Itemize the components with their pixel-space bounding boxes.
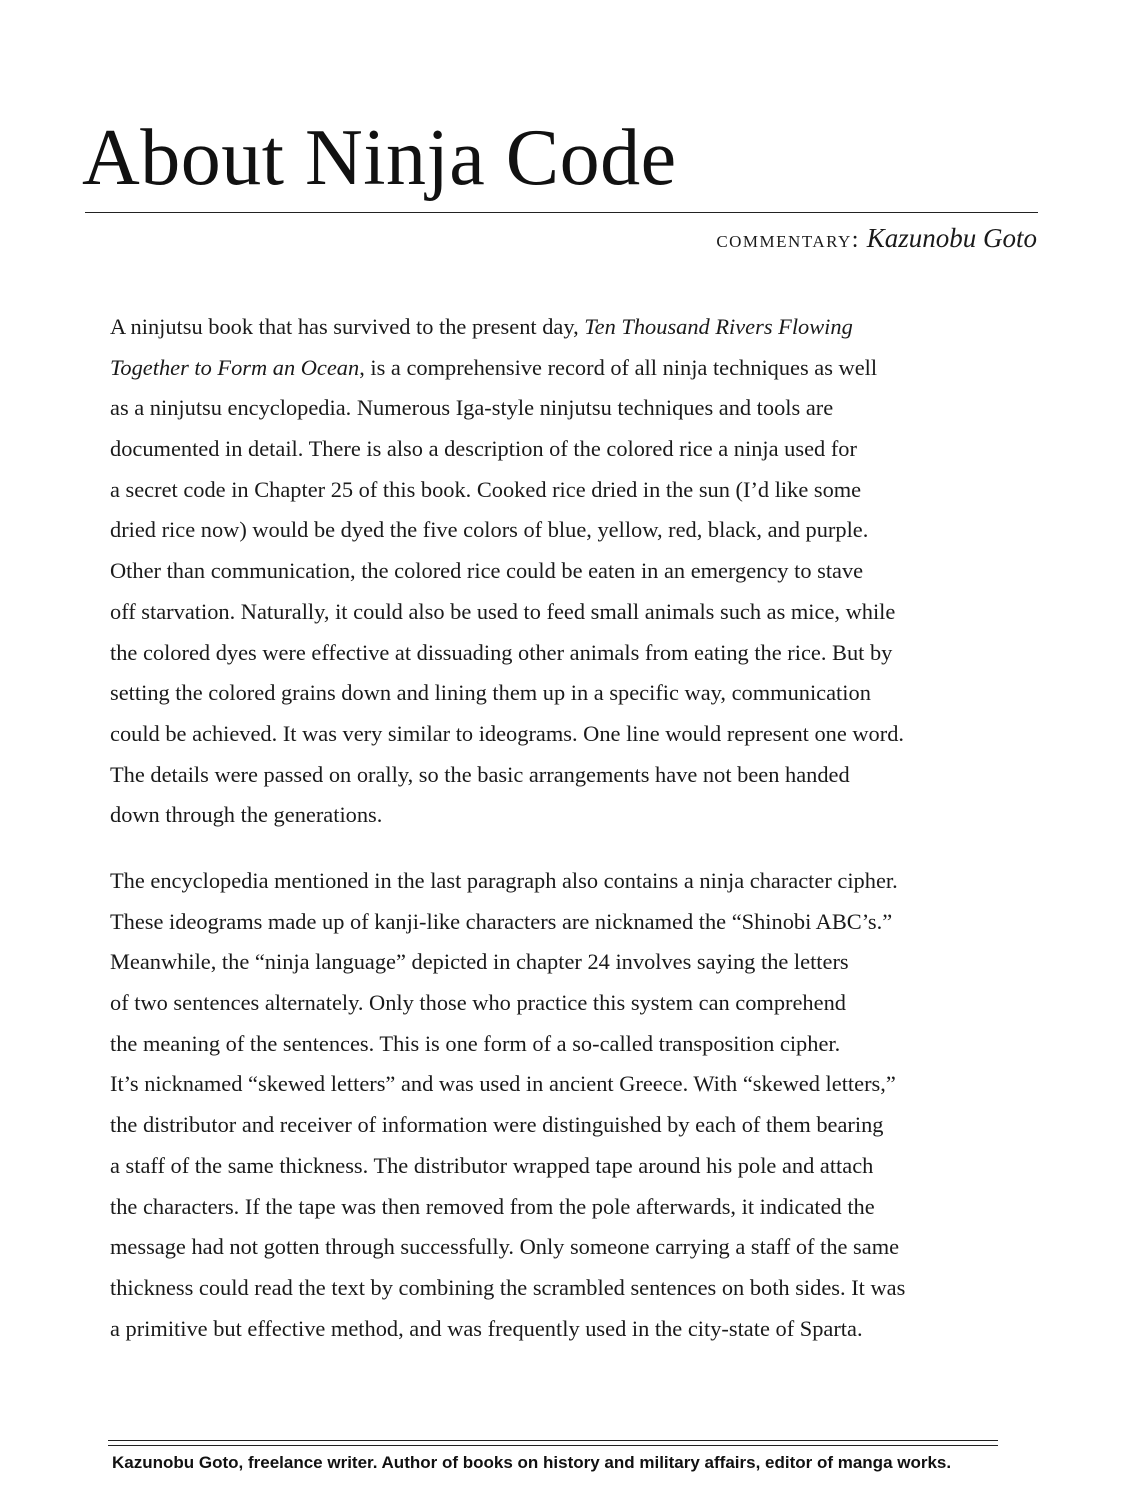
- text-segment: The encyclopedia mentioned in the last paragraph also contains a ninja character cipher.: [110, 868, 898, 893]
- text-segment: down through the generations.: [110, 802, 383, 828]
- text-segment: of two sentences alternately. Only those who practice this system can comprehend: [110, 990, 846, 1016]
- text-segment: A ninjutsu book that has survived to the present day,: [110, 314, 585, 339]
- paragraph-1: [110, 307, 1060, 836]
- text-line: [110, 1227, 1060, 1268]
- text-segment: a staff of the same thickness. The distributor wrapped tape around his pole and attach: [110, 1152, 874, 1178]
- text-line: [110, 551, 1060, 592]
- text-line: [110, 861, 1060, 902]
- title-divider: [85, 212, 1038, 213]
- text-segment: setting the colored grains down and lining them up in a specific way, communication: [110, 680, 871, 706]
- text-line: [110, 592, 1060, 633]
- text-segment: the distributor and receiver of information were distinguished by each of them bearing: [110, 1112, 884, 1138]
- text-segment: The details were passed on orally, so the basic arrangements have not been handed: [110, 761, 850, 787]
- italic-book-title: Ten Thousand Rivers Flowing: [584, 314, 853, 339]
- text-line: [110, 388, 1060, 429]
- footer-divider-top: [108, 1440, 998, 1441]
- footer-divider-bottom: [108, 1445, 998, 1446]
- text-segment: the colored dyes were effective at dissuading other animals from eating the rice. But by: [110, 639, 893, 665]
- byline-label: commentary:: [716, 227, 860, 253]
- text-line: [110, 510, 1060, 551]
- text-line: [110, 1268, 1060, 1309]
- paragraph-2: [110, 861, 1060, 1349]
- text-line: [110, 348, 1060, 389]
- italic-book-title: Together to Form an Ocean: [110, 354, 360, 380]
- text-segment: , is a comprehensive record of all ninja techniques as well: [359, 354, 878, 380]
- text-line: [110, 755, 1060, 796]
- text-line: [110, 983, 1060, 1024]
- text-line: [110, 902, 1060, 943]
- text-segment: message had not gotten through successfully. Only someone carrying a staff of the same: [110, 1234, 900, 1260]
- text-line: [110, 1024, 1060, 1065]
- text-segment: the meaning of the sentences. This is one form of a so-called transposition cipher.: [110, 1030, 841, 1056]
- text-line: [110, 673, 1060, 714]
- text-line: [110, 1146, 1060, 1187]
- text-line: [110, 429, 1060, 470]
- page-title: About Ninja Code: [82, 114, 677, 202]
- text-line: [110, 1309, 1060, 1350]
- text-segment: Other than communication, the colored rice could be eaten in an emergency to stave: [110, 558, 864, 584]
- text-line: [110, 714, 1060, 755]
- text-line: [110, 795, 1060, 836]
- text-line: [110, 470, 1060, 511]
- text-line: [110, 1187, 1060, 1228]
- text-segment: as a ninjutsu encyclopedia. Numerous Iga-style ninjutsu techniques and tools are: [110, 395, 834, 421]
- text-segment: These ideograms made up of kanji-like characters are nicknamed the “Shinobi ABC’s.”: [110, 908, 893, 934]
- text-line: [110, 1105, 1060, 1146]
- text-segment: off starvation. Naturally, it could also be used to feed small animals such as mice, while: [110, 598, 896, 624]
- text-segment: It’s nicknamed “skewed letters” and was used in ancient Greece. With “skewed letters,”: [110, 1071, 896, 1097]
- byline-author: Kazunobu Goto: [866, 223, 1037, 253]
- text-segment: a primitive but effective method, and was frequently used in the city-state of Sparta.: [110, 1315, 863, 1341]
- text-segment: a secret code in Chapter 25 of this book. Cooked rice dried in the sun (I’d like some: [110, 476, 862, 502]
- text-line: [110, 942, 1060, 983]
- text-segment: Meanwhile, the “ninja language” depicted in chapter 24 involves saying the letters: [110, 949, 849, 975]
- byline: [716, 222, 1037, 256]
- text-segment: documented in detail. There is also a description of the colored rice a ninja used for: [110, 436, 857, 462]
- text-line: [110, 307, 1060, 348]
- author-bio-footnote: Kazunobu Goto, freelance writer. Author of books on history and military affairs, editor of manga works.: [112, 1453, 952, 1472]
- text-segment: the characters. If the tape was then removed from the pole afterwards, it indicated the: [110, 1193, 875, 1219]
- text-segment: thickness could read the text by combining the scrambled sentences on both sides. It was: [110, 1274, 906, 1300]
- text-line: [110, 633, 1060, 674]
- text-line: [110, 1064, 1060, 1105]
- text-segment: could be achieved. It was very similar to ideograms. One line would represent one word.: [110, 720, 905, 746]
- text-segment: dried rice now) would be dyed the five colors of blue, yellow, red, black, and purple.: [110, 517, 869, 543]
